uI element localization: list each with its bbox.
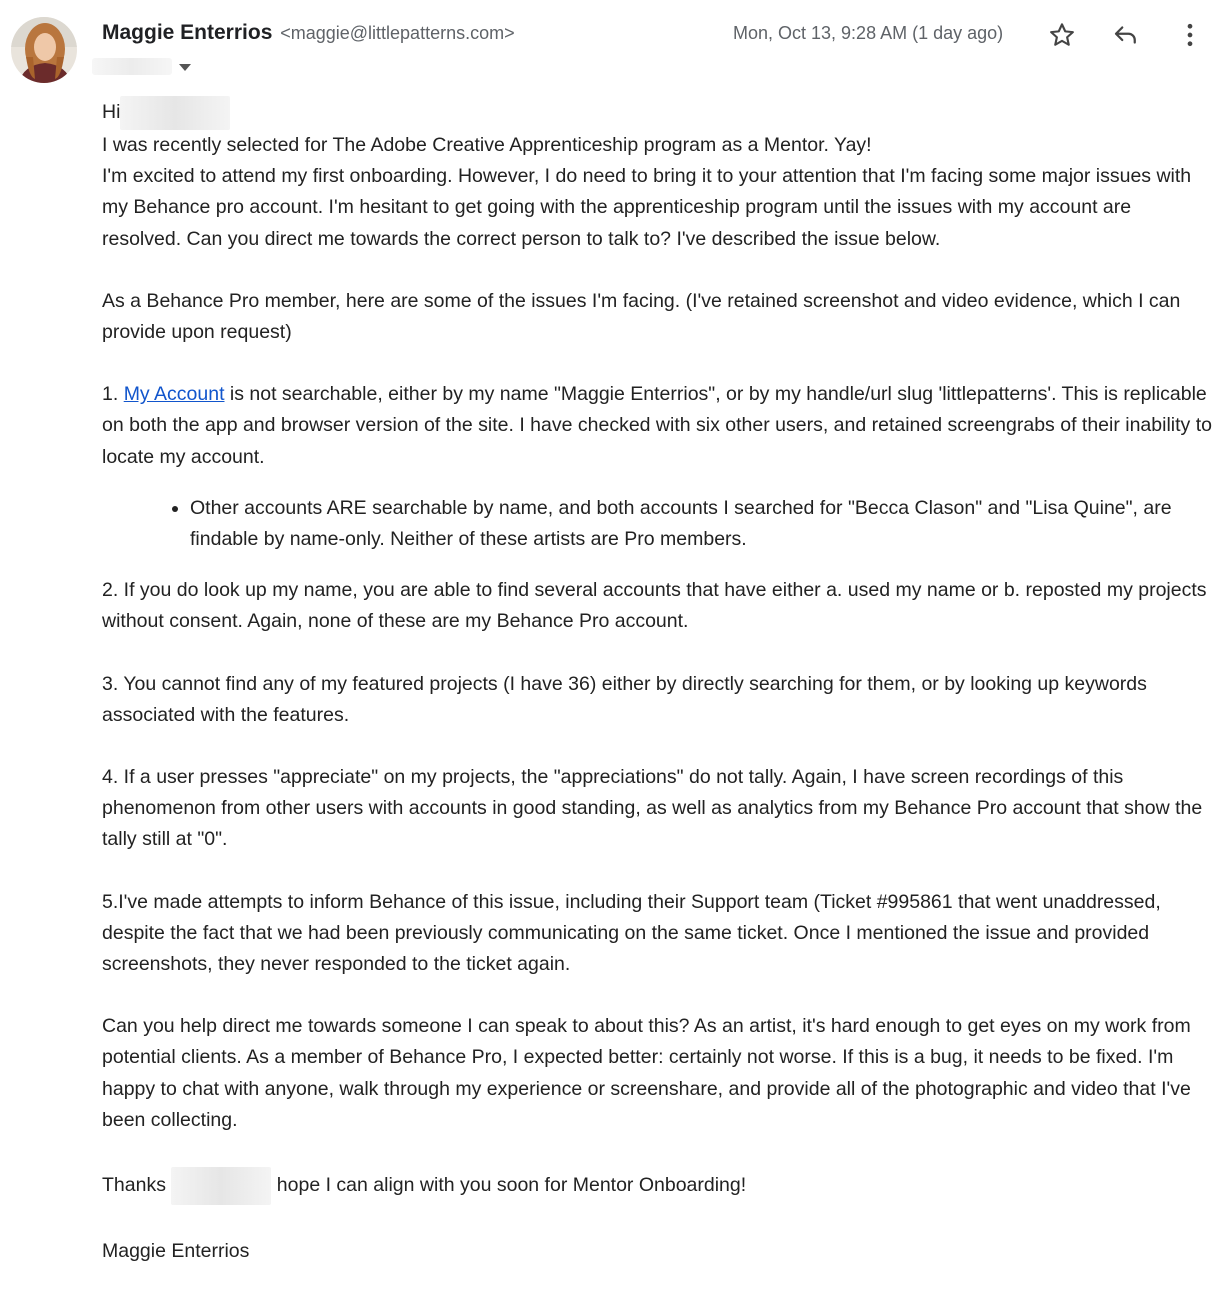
message-date: Mon, Oct 13, 9:28 AM (1 day ago) [733, 23, 1004, 43]
thanks-line [102, 1167, 1212, 1205]
sender-header [102, 21, 515, 45]
greeting-line [102, 96, 1212, 130]
intro-line-1: I was recently selected for The Adobe Creative Apprenticeship program as a Mentor. Yay! [102, 134, 872, 156]
star-icon[interactable] [1047, 20, 1077, 50]
greeting: Hi [102, 101, 121, 124]
issues-intro: As a Behance Pro member, here are some of the issues I'm facing. (I've retained screenshot and video evidence, which I can provide upon request) [102, 289, 1181, 344]
intro-paragraph: I'm excited to attend my first onboarding. However, I do need to bring it to your attention that I'm facing some major issues with my Behance pro account. I'm hesitant to get going with the apprenticeship program until the issues with my account are resolved. Can you direct me towards the correct person to talk to? I've described the issue below. [102, 165, 1192, 250]
caret-down-icon[interactable] [176, 60, 194, 74]
issue-3: 3. You cannot find any of my featured projects (I have 36) either by directly searching for them, or by looking up keywords associated with the features. [102, 672, 1147, 726]
more-vert-icon[interactable] [1175, 20, 1205, 50]
redacted-name [120, 96, 230, 130]
issue-4: 4. If a user presses "appreciate" on my projects, the "appreciations" do not tally. Again, I have screen recordings of this phenomenon from other users with accounts in good standing, as well as analytics from my Behance Pro account that show the tally still at "0". [102, 766, 1203, 851]
recipient-redacted [92, 58, 172, 75]
thanks-prefix: Thanks [102, 1174, 166, 1197]
sender-email: <maggie@littlepatterns.com> [280, 23, 515, 43]
issue-1-text: is not searchable, either by my name "Maggie Enterrios", or by my handle/url slug 'littlepatterns'. This is replicable on both the app and browser version of the site. I have checked with six other users, and retained screengrabs of their inability to locate my account. [102, 383, 1212, 468]
issue-1-number: 1. [102, 383, 124, 406]
issue-2: 2. If you do look up my name, you are able to find several accounts that have either a. used my name or b. reposted my projects without consent. Again, none of these are my Behance Pro account. [102, 579, 1207, 633]
issue-5: 5.I've made attempts to inform Behance of this issue, including their Support team (Ticket #995861 that went unaddressed, despite the fact that we had been previously communicating on the same ticket. Once I mentioned the issue and provided screenshots, they never responded to the ticket again. [102, 890, 1161, 976]
thanks-suffix: hope I can align with you soon for Mentor Onboarding! [276, 1174, 747, 1197]
closing-paragraph: Can you help direct me towards someone I can speak to about this? As an artist, it's hard enough to get eyes on my work from potential clients. As a member of Behance Pro, I expected better: certainly not worse. If this is a bug, it needs to be fixed. I'm happy to chat with anyone, walk through my experience or screenshare, and provide all of the photographic and video that I've been collecting. [102, 1015, 1191, 1131]
reply-icon[interactable] [1111, 20, 1141, 50]
issue-1 [102, 379, 1212, 473]
sender-name[interactable]: Maggie Enterrios [102, 21, 273, 44]
my-account-link[interactable]: My Account [123, 383, 225, 406]
message-body [102, 96, 1212, 1267]
signature: Maggie Enterrios [102, 1240, 250, 1263]
redacted-name [171, 1167, 271, 1205]
issue-1-bullet: • Other accounts ARE searchable by name, and both accounts I searched for "Becca Clason" and "Lisa Quine", are findable by name-only. Neither of these artists are Pro members. [190, 493, 1212, 555]
issue-1-bullets [102, 493, 1212, 555]
avatar[interactable] [11, 17, 77, 83]
